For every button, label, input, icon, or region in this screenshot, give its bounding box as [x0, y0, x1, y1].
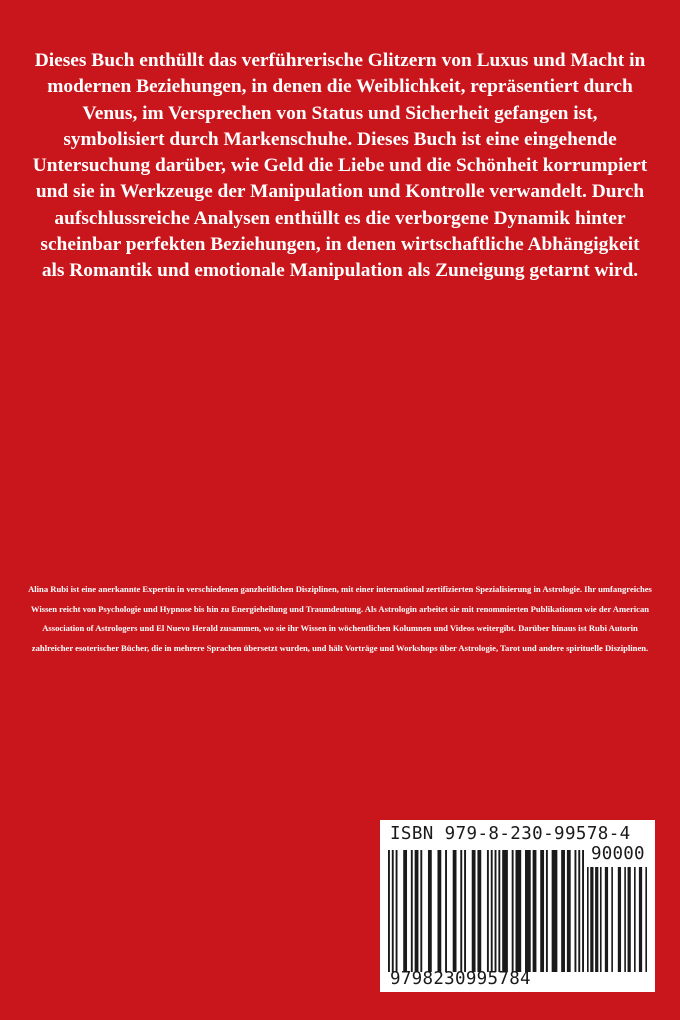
ean5-addon-bars [587, 867, 649, 972]
book-blurb: Dieses Buch enthüllt das verführerische Glitzern von Luxus und Macht in modernen Beziehungen, in denen die Weiblichkeit, repräsentiert durch Venus, im Versprechen von Status und Sicherheit gefangen ist, symbolisiert durch Markenschuhe. Dieses Buch ist eine eingehende Untersuchung darüber, wie Geld die Liebe und die Schönheit korrumpiert und sie in Werkzeuge der Manipulation und Kontrolle verwandelt. Durch aufschlussreiche Analysen enthüllt es die verborgene Dynamik hinter scheinbar perfekten Beziehungen, in denen wirtschaftliche Abhängigkeit als Romantik und emotionale Manipulation als Zuneigung getarnt wird. [32, 50, 648, 282]
author-bio: Alina Rubi ist eine anerkannte Expertin in verschiedenen ganzheitlichen Disziplinen, mit einer international zertifizierten Spezialisierung in Astrologie. Ihr umfangreiches Wissen reicht von Psychologie und Hypnose bis hin zu Energieheilung und Traumdeutung. Als Astrologin arbeitet sie mit renommierten Publikationen wie der American Association of Astrologers und El Nuevo Herald zusammen, wo sie ihr Wissen in wöchentlichen Kolumnen und Videos weitergibt. Darüber hinaus ist Rubi Autorin zahlreicher esoterischer Bücher, die in mehrere Sprachen übersetzt wurden, und hält Vorträge und Workshops über Astrologie, Tarot und andere spirituelle Disziplinen. [28, 584, 652, 653]
isbn-barcode [380, 820, 655, 992]
isbn-label: ISBN 979-8-230-99578-4 [390, 824, 631, 844]
ean-digits: 9798230995784 [390, 969, 531, 989]
price-code: 90000 [591, 844, 645, 864]
ean13-bars [388, 850, 584, 972]
